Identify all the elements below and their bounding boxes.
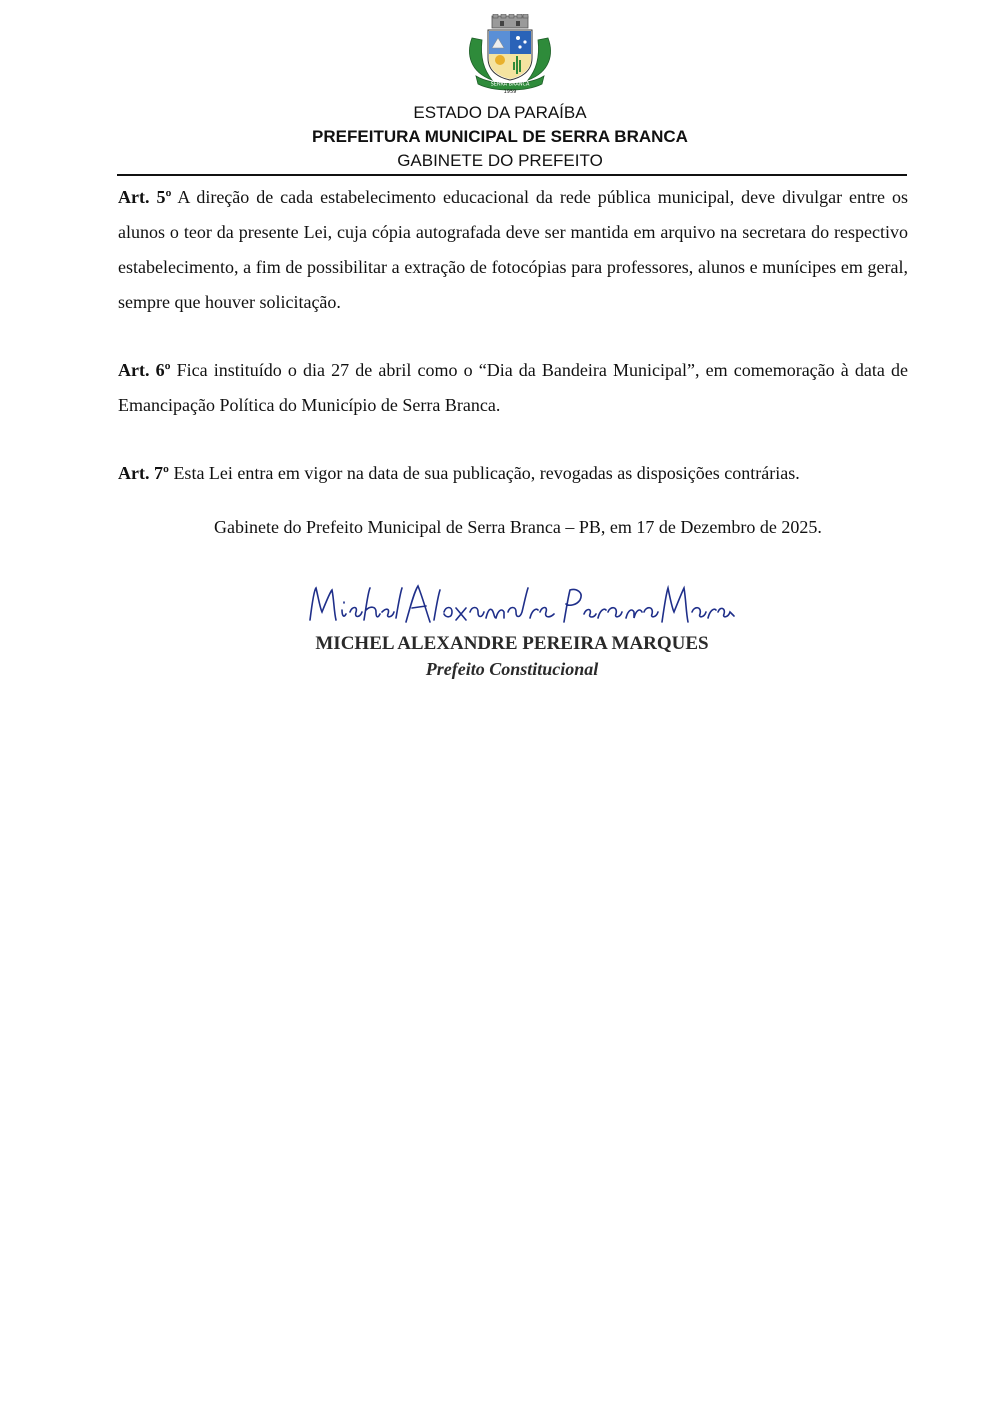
closing-date-line: Gabinete do Prefeito Municipal de Serra Branca – PB, em 17 de Dezembro de 2025. — [214, 517, 822, 537]
article-7 — [118, 456, 908, 491]
article-5 — [118, 180, 908, 320]
crest-banner-text: SERRA BRANCA — [490, 81, 530, 88]
signatory-name: MICHEL ALEXANDRE PEREIRA MARQUES — [315, 633, 709, 654]
state-name: ESTADO DA PARAÍBA — [413, 103, 587, 122]
coat-of-arms-icon — [462, 14, 558, 94]
municipality-name: PREFEITURA MUNICIPAL DE SERRA BRANCA — [312, 127, 688, 146]
letterhead — [0, 101, 1000, 173]
article-label: Art. 7º — [118, 463, 169, 483]
articles — [118, 180, 908, 491]
article-text: A direção de cada estabelecimento educacional da rede pública municipal, deve divulgar entre os alunos o teor da presente Lei, cuja cópia autografada deve ser mantida em arquivo na secretara do respectivo estabelecimento, a fim de possibilitar a extração de fotocópias para professores, alunos e munícipes em geral, sempre que houver solicitação. — [118, 187, 908, 312]
crest-year: 1959 — [503, 89, 517, 94]
article-6 — [118, 353, 908, 423]
signatory-title: Prefeito Constitucional — [425, 659, 599, 679]
article-label: Art. 6º — [118, 360, 171, 380]
handwritten-signature — [306, 582, 736, 630]
article-label: Art. 5º — [118, 187, 172, 207]
office-name: GABINETE DO PREFEITO — [397, 151, 603, 170]
header-divider — [117, 174, 907, 176]
article-text: Esta Lei entra em vigor na data de sua publicação, revogadas as disposições contrárias. — [168, 463, 800, 483]
article-text: Fica instituído o dia 27 de abril como o “Dia da Bandeira Municipal”, em comemoração à data de Emancipação Política do Município de Serra Branca. — [118, 360, 908, 415]
